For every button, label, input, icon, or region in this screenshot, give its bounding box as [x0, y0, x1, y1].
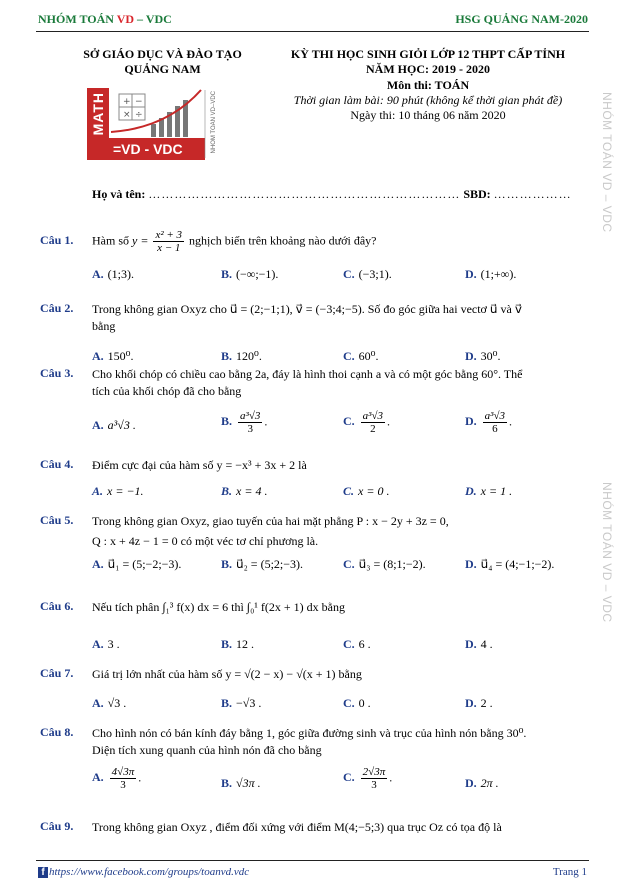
option-c: C. 0 .: [343, 696, 371, 710]
question-7: Câu 7. Giá trị lớn nhất của hàm số y = √(2 − x) − √(x + 1) bằng A. √3 . B. −√3 . C. 0 . D. 2 .: [40, 666, 493, 710]
exam-year: NĂM HỌC: 2019 - 2020: [366, 62, 490, 76]
exam-title: KỲ THI HỌC SINH GIỎI LỚP 12 THPT CẤP TỈNH: [290, 47, 566, 61]
question-9: Câu 9. Trong không gian Oxyz , điểm đối xứng với điểm M(4;−5;3) qua trục Oz có tọa độ là: [40, 819, 502, 834]
question-2: Câu 2. Trong không gian Oxyz cho u⃗ = (2;−1;1), v⃗ = (−3;4;−5). Số đo góc giữa hai vectơ u⃗ và v⃗ bằng A. 150⁰. B. 120⁰. C. 60⁰. D. 30⁰.: [40, 301, 522, 363]
svg-text:÷: ÷: [135, 110, 143, 120]
footer-divider: [36, 860, 589, 861]
option-c: C. x = 0 .: [343, 484, 390, 498]
option-d: D. 2 .: [465, 696, 493, 710]
svg-text:×: ×: [123, 110, 131, 120]
option-b: B. x = 4 .: [221, 484, 268, 498]
question-3: Câu 3. Cho khối chóp có chiều cao bằng 2a, đáy là hình thoi cạnh a và có một góc bằng 60°. Thể tích của khối chóp đã cho bằng A. a³√3 . B. $\frac{\text{a³√3}}{3}$ . C. $\frac{\text{a³√3}}{2}$ . D. $\frac{\text{a³√3}}{6}$ .: [40, 366, 523, 435]
option-c: C. 6 .: [343, 637, 371, 651]
exam-subject: Môn thi: TOÁN: [386, 78, 470, 92]
group-logo: [87, 88, 225, 160]
svg-text:+: +: [123, 97, 131, 107]
option-b: B. 120⁰.: [221, 349, 262, 363]
side-watermark-bottom: NHÓM TOÁN VD – VDC: [600, 482, 614, 623]
exam-info: [258, 47, 598, 123]
organization: SỞ GIÁO DỤC VÀ ĐÀO TẠO QUẢNG NAM: [83, 47, 242, 76]
option-a: A. $\frac{4√3\pi}{3}$ .: [92, 766, 142, 791]
option-d: D. 4 .: [465, 637, 493, 651]
side-watermark-top: NHÓM TOÁN VD – VDC: [600, 92, 614, 233]
question-4: Câu 4. Điểm cực đại của hàm số y = −x³ + 3x + 2 là A. x = −1. B. x = 4 . C. x = 0 . D. x = 1 .: [40, 457, 513, 498]
option-c: C. (−3;1).: [343, 267, 392, 281]
exam-date: Ngày thi: 10 tháng 06 năm 2020: [350, 108, 506, 122]
option-a: A. (1;3).: [92, 267, 134, 281]
question-8: Câu 8. Cho hình nón có bán kính đáy bằng 1, góc giữa đường sinh và trục của hình nón bằng 30⁰. Diện tích xung quanh của hình nón đã cho bằng A. $\frac{4√3\pi}{3}$ . B. √3π . C. $\frac{2√3\pi}{3}$ . D. 2π .: [40, 725, 527, 791]
logo-side-text: NHÓM TOÁN VD–VDC: [211, 91, 217, 154]
logo-vd-text: =VD - VDC: [113, 141, 183, 157]
option-c: C. 60⁰.: [343, 349, 379, 363]
question-6: Câu 6. Nếu tích phân ∫₁³ f(x) dx = 6 thì ∫₀¹ f(2x + 1) dx bằng A. 3 . B. 12 . C. 6 . D. 4 .: [40, 599, 493, 651]
option-a: A. u⃗₁ = (5;−2;−3).: [92, 557, 182, 571]
option-b: B. √3π .: [221, 776, 261, 790]
student-info-line: Họ và tên: ……………………………………………………………… SBD: ………………: [92, 187, 572, 201]
footer-link[interactable]: f https://www.facebook.com/groups/toanvd.vdc: [38, 866, 249, 878]
question-5: Câu 5. Trong không gian Oxyz, giao tuyến của hai mặt phẳng P : x − 2y + 3z = 0, Q : x + 4z − 1 = 0 có một véc tơ chỉ phương là. A. u⃗₁ = (5;−2;−3). B. u⃗₂ = (5;2;−3). C. u⃗₃ = (8;1;−2). D. u⃗₄ = (4;−1;−2).: [40, 513, 555, 571]
facebook-icon: f: [38, 867, 48, 878]
svg-text:−: −: [135, 97, 143, 107]
option-b: B. $\frac{\text{a³√3}}{3}$ .: [221, 410, 268, 435]
header-group-name: NHÓM TOÁN VD – VDC: [38, 12, 172, 26]
option-d: D. (1;+∞).: [465, 267, 517, 281]
option-a: A. √3 .: [92, 696, 127, 710]
option-c: C. $\frac{2√3\pi}{3}$ .: [343, 766, 393, 791]
option-b: B. −√3 .: [221, 696, 262, 710]
option-a: A. 3 .: [92, 637, 120, 651]
option-a: A. x = −1.: [92, 484, 144, 498]
option-b: B. (−∞;−1).: [221, 267, 279, 281]
option-b: B. u⃗₂ = (5;2;−3).: [221, 557, 303, 571]
exam-time: Thời gian làm bài: 90 phút (không kể thời gian phát đề): [293, 93, 563, 107]
option-d: D. u⃗₄ = (4;−1;−2).: [465, 557, 555, 571]
option-c: C. u⃗₃ = (8;1;−2).: [343, 557, 426, 571]
question-1: Câu 1. Hàm số y = $\frac{\text{x² + 3}}{x - 1}$ nghịch biến trên khoảng nào dưới đây? A. (1;3). B. (−∞;−1). C. (−3;1). D. (1;+∞).: [40, 229, 517, 281]
option-d: D. 2π .: [465, 776, 499, 790]
option-d: D. 30⁰.: [465, 349, 501, 363]
header-divider: [36, 31, 589, 32]
option-d: D. $\frac{\text{a³√3}}{6}$ .: [465, 410, 513, 435]
page-number: Trang 1: [552, 866, 587, 878]
option-d: D. x = 1 .: [465, 484, 513, 498]
option-c: C. $\frac{\text{a³√3}}{2}$ .: [343, 410, 391, 435]
option-b: B. 12 .: [221, 637, 255, 651]
header-exam-name: HSG QUẢNG NAM-2020: [455, 12, 588, 26]
logo-math-text: MATH: [90, 92, 106, 136]
option-a: A. 150⁰.: [92, 349, 134, 363]
option-a: A. a³√3 .: [92, 418, 136, 432]
fraction: $\frac{\text{x² + 3}}{x - 1}$: [155, 229, 183, 254]
